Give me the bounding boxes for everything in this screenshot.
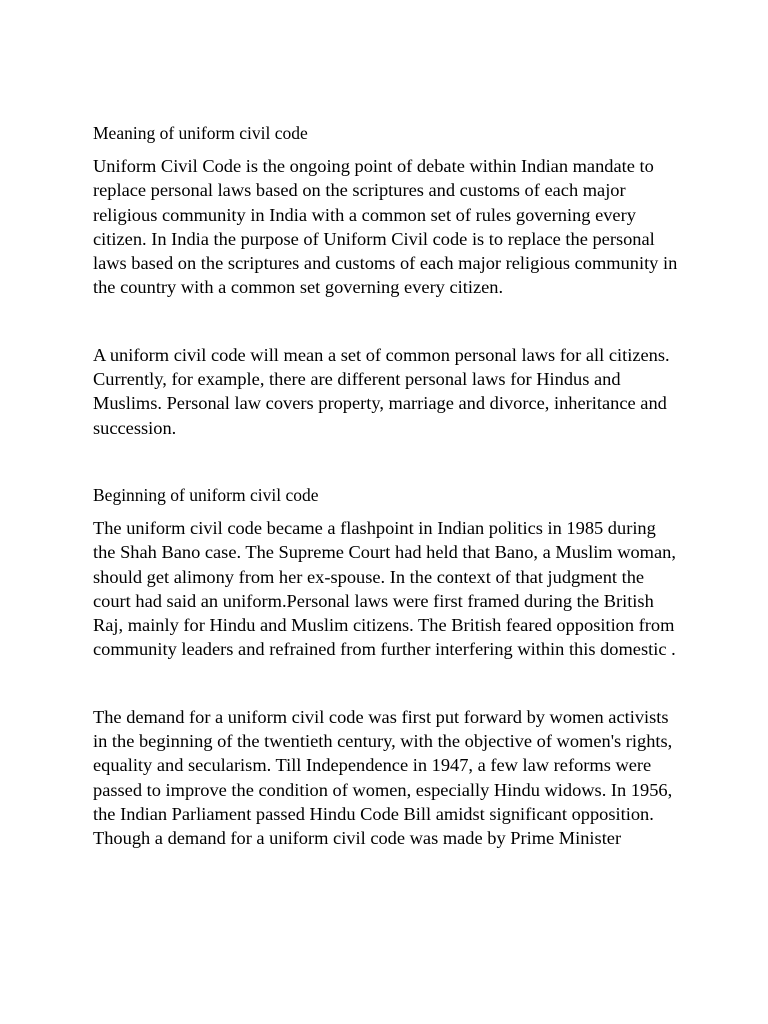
document-body <box>93 121 678 851</box>
paragraph-ucc-definition: Uniform Civil Code is the ongoing point of debate within Indian mandate to replace personal laws based on the scriptures and customs of each major religious community in India with a common set of rules governing every citizen. In India the purpose of Uniform Civil code is to replace the personal laws based on the scriptures and customs of each major religious community in the country with a common set governing every citizen. <box>93 156 678 298</box>
paragraph-shah-bano-case: The uniform civil code became a flashpoint in Indian politics in 1985 during the Shah Bano case. The Supreme Court had held that Bano, a Muslim woman, should get alimony from her ex-spouse. In the context of that judgment the court had said an uniform.Personal laws were first framed during the British Raj, mainly for Hindu and Muslim citizens. The British feared opposition from community leaders and refrained from further interfering within this domestic . <box>93 517 676 660</box>
paragraph-common-personal-laws: A uniform civil code will mean a set of common personal laws for all citizens. Currently, for example, there are different personal laws for Hindus and Muslims. Personal law covers property, marriage and divorce, inheritance and succession. <box>93 344 670 438</box>
section-heading-beginning: Beginning of uniform civil code <box>93 484 319 505</box>
section-heading-meaning: Meaning of uniform civil code <box>93 123 308 143</box>
paragraph-women-activists-demand: The demand for a uniform civil code was first put forward by women activists in the beginning of the twentieth century, with the objective of women's rights, equality and secularism. Till Independence in 1947, a few law reforms were passed to improve the condition of women, especially Hindu widows. In 1956, the Indian Parliament passed Hindu Code Bill amidst significant opposition. Though a demand for a uniform civil code was made by Prime Minister <box>93 706 673 849</box>
